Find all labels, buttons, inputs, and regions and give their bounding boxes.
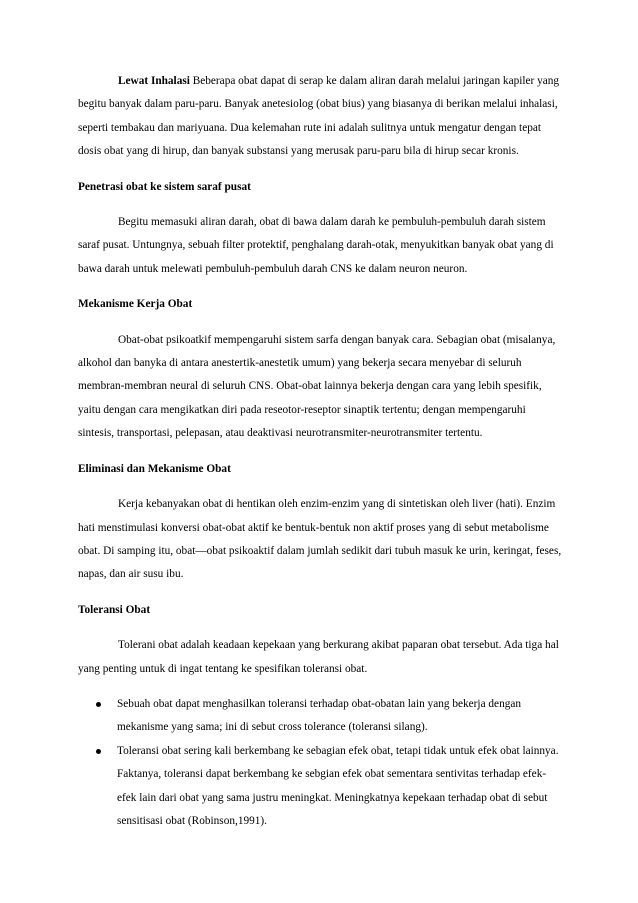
- heading-eliminasi: Eliminasi dan Mekanisme Obat: [78, 462, 231, 475]
- heading-penetrasi: Penetrasi obat ke sistem saraf pusat: [78, 180, 251, 193]
- list-item: [78, 693, 563, 740]
- paragraph-penetrasi: Begitu memasuki aliran darah, obat di bawa dalam darah ke pembuluh-pembuluh darah sistem saraf pusat. Untungnya, sebuah filter protektif, penghalang darah-otak, menyukitkan banyak obat yang di bawa darah untuk melewati pembuluh-pembuluh darah CNS ke dalam neuron neuron.: [78, 216, 554, 275]
- toleransi-bullet-list: [78, 693, 563, 833]
- list-item: [78, 740, 563, 834]
- paragraph-toleransi: Tolerani obat adalah keadaan kepekaan yang berkurang akibat paparan obat tersebut. Ada tiga hal yang penting untuk di ingat tentang ke spesifikan toleransi obat.: [78, 639, 559, 675]
- list-item-text: Toleransi obat sering kali berkembang ke sebagian efek obat, tetapi tidak untuk efek obat lainnya. Faktanya, toleransi dapat berkembang ke sebgian efek obat sementara sentivitas terhadap efek-efek lain dari obat yang sama justru meningkat. Meningkatnya kepekaan terhadap obat di sebut sensitisasi obat (Robinson,1991).: [117, 744, 559, 827]
- heading-mekanisme-kerja: Mekanisme Kerja Obat: [78, 298, 193, 311]
- list-item-text: Sebuah obat dapat menghasilkan toleransi terhadap obat-obatan lain yang bekerja dengan mekanisme yang sama; ini di sebut cross tolerance (toleransi silang).: [117, 697, 522, 734]
- paragraph-inhalasi: [78, 70, 563, 164]
- heading-toleransi: Toleransi Obat: [78, 603, 151, 616]
- document-page: [78, 70, 563, 833]
- bullet-icon: [96, 702, 101, 707]
- bullet-icon: [96, 749, 101, 754]
- paragraph-mekanisme-kerja: Obat-obat psikoatkif mempengaruhi sistem sarfa dengan banyak cara. Sebagian obat (misalanya, alkohol dan banyka di antara anestertik-anestetik umum) yang bekerja secara menyebar di seluruh membran-membran neural di seluruh CNS. Obat-obat lainnya bekerja dengan cara yang lebih spesifik, yaitu dengan cara mengikatkan diri pada reseotor-reseptor sinaptik tertentu; dengan mempengaruhi sintesis, transportasi, pelepasan, atau deaktivasi neurotransmiter-neurotransmiter tertentu.: [78, 333, 556, 440]
- paragraph-inhalasi-text: Beberapa obat dapat di serap ke dalam aliran darah melalui jaringan kapiler yang begitu banyak dalam paru-paru. Banyak anetesiolog (obat bius) yang biasanya di berikan melalui inhalasi, seperti tembakau dan mariyuana. Dua kelemahan rute ini adalah sulitnya untuk mengatur dengan tepat dosis obat yang di hirup, dan banyak substansi yang merusak paru-paru bila di hirup secar kronis.: [78, 75, 560, 158]
- paragraph-eliminasi: Kerja kebanyakan obat di hentikan oleh enzim-enzim yang di sintetiskan oleh liver (hati). Enzim hati menstimulasi konversi obat-obat aktif ke bentuk-bentuk non aktif proses yang di sebut metabolisme obat. Di samping itu, obat—obat psikoaktif dalam jumlah sedikit dari tubuh masuk ke urin, keringat, feses, napas, dan air susu ibu.: [78, 498, 562, 581]
- inline-heading-inhalasi: Lewat Inhalasi: [118, 75, 190, 87]
